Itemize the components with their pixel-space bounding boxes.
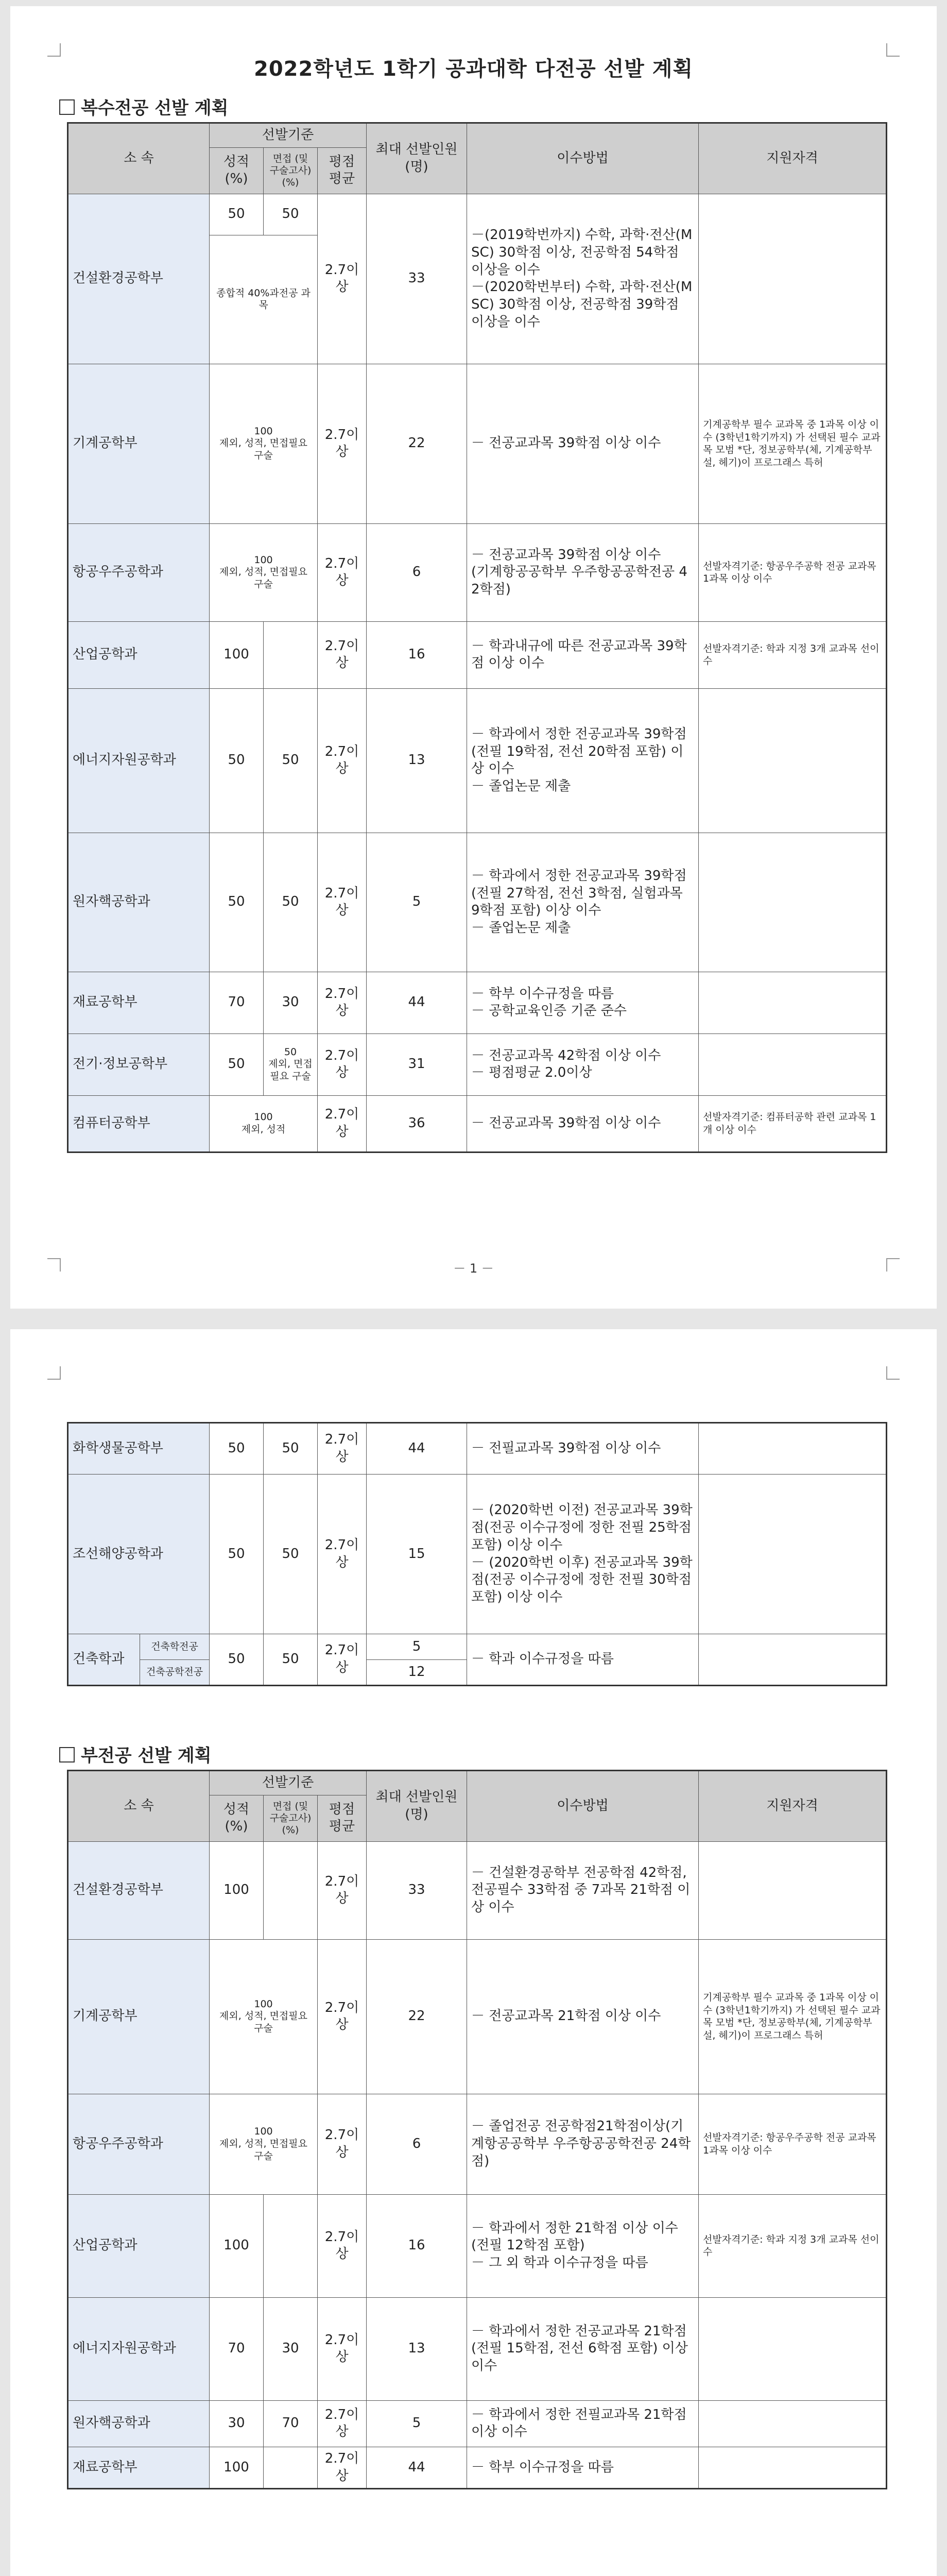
table-cell-max: 5: [367, 833, 467, 972]
table-cell-max: 5: [367, 2400, 467, 2447]
table-cell-interview: 50: [264, 1634, 318, 1686]
table-cell-dept: 기계공학부: [68, 364, 210, 523]
table-cell-max: 6: [367, 2094, 467, 2194]
table-cell-method: － 학과에서 정한 전공교과목 39학점(전필 19학점, 전선 20학점 포함) 이상 이수 － 졸업논문 제출: [467, 688, 699, 833]
table-cell-grade: 50: [210, 1033, 264, 1095]
table-cell-gpa: 2.7이상: [318, 2400, 367, 2447]
page-corner-mark: [47, 1366, 61, 1380]
table-cell-interview: 50: [264, 1423, 318, 1475]
table-cell-max: 33: [367, 194, 467, 364]
table-cell-method: － 전공교과목 39학점 이상 이수: [467, 364, 699, 523]
section-heading-minor: 부전공 선발 계획: [59, 1741, 212, 1767]
document-page-1: [10, 6, 937, 1309]
table-cell-method: － 전공교과목 21학점 이상 이수: [467, 1939, 699, 2094]
table-cell-method: － 학과에서 정한 전필교과목 21학점 이상 이수: [467, 2400, 699, 2447]
header-max: 최대 선발인원(명): [367, 1771, 467, 1842]
header-interview: 면접 (및 구술고사)(%): [264, 147, 318, 194]
table-cell-gpa: 2.7이상: [318, 2297, 367, 2400]
header-interview: 면접 (및 구술고사)(%): [264, 1795, 318, 1841]
table-cell-method: － (2020학번 이전) 전공교과목 39학점(전공 이수규정에 정한 전필 25학점 포함) 이상 이수 － (2020학번 이후) 전공교과목 39학점(전공 이수규정에 정한 전필 30학점 포함) 이상 이수: [467, 1475, 699, 1634]
page-corner-mark: [886, 1366, 900, 1380]
table-cell-grade: 70: [210, 2297, 264, 2400]
table-cell-dept: 화학생물공학부: [68, 1423, 210, 1475]
section-heading-double-major: 복수전공 선발 계획: [59, 94, 228, 119]
table-cell-dept: 원자핵공학과: [68, 833, 210, 972]
table-cell-gpa: 2.7이상: [318, 1095, 367, 1152]
table-cell-method: － 학과내규에 따른 전공교과목 39학점 이상 이수: [467, 621, 699, 688]
header-method: 이수방법: [467, 123, 699, 194]
table-cell-grade: 100: [210, 621, 264, 688]
table-cell-grade: 50: [210, 1475, 264, 1634]
table-cell-dept: 건설환경공학부: [68, 1841, 210, 1939]
header-grade: 성적(%): [210, 147, 264, 194]
table-cell-method: － 학과에서 정한 21학점 이상 이수(전필 12학점 포함) － 그 외 학과 이수규정을 따름: [467, 2194, 699, 2297]
table-cell-gpa: 2.7이상: [318, 194, 367, 364]
table-cell-dept: 산업공학과: [68, 621, 210, 688]
header-dept: 소 속: [68, 1771, 210, 1842]
header-dept: 소 속: [68, 123, 210, 194]
table-cell-qual: [699, 833, 887, 972]
table-cell-gpa: 2.7이상: [318, 688, 367, 833]
table-cell-gpa: 2.7이상: [318, 523, 367, 621]
header-grade: 성적(%): [210, 1795, 264, 1841]
table-cell-qual: [699, 972, 887, 1033]
table-cell-grade: 100 제외, 성적, 면접필요 구술: [210, 523, 318, 621]
header-gpa: 평점 평균: [318, 147, 367, 194]
table-cell-dept: 건설환경공학부: [68, 194, 210, 364]
table-cell-grade: 100 제외, 성적: [210, 1095, 318, 1152]
table-cell-grade: 100 제외, 성적, 면접필요 구술: [210, 364, 318, 523]
table-cell-qual: [699, 1423, 887, 1475]
header-qual: 지원자격: [699, 123, 887, 194]
checkbox-square-icon: [59, 99, 75, 115]
table-cell-gpa: 2.7이상: [318, 1475, 367, 1634]
table-cell-max: 44: [367, 2447, 467, 2489]
header-criteria: 선발기준: [210, 123, 367, 148]
table-cell-qual: 기계공학부 필수 교과목 중 1과목 이상 이수 (3학년1학기까지) 가 선택된 필수 교과목 모범 *단, 정보공학부(체, 기계공학부 설, 헤기)이 프로그래스 특허: [699, 364, 887, 523]
table-cell-max: 16: [367, 621, 467, 688]
table-cell-subdept: 건축공학전공: [140, 1660, 210, 1686]
table-cell-max: 31: [367, 1033, 467, 1095]
table-cell-max: 16: [367, 2194, 467, 2297]
minor-table: [67, 1770, 887, 2489]
checkbox-square-icon: [59, 1747, 75, 1762]
table-cell-grade: 50: [210, 1423, 264, 1475]
page-number: － 1 －: [453, 1261, 494, 1276]
table-cell-method: － 전공교과목 39학점 이상 이수 (기계항공공학부 우주항공공학전공 42학점): [467, 523, 699, 621]
double-major-table: [67, 122, 887, 1153]
table-cell-dept: 조선해양공학과: [68, 1475, 210, 1634]
table-cell-dept: 재료공학부: [68, 972, 210, 1033]
header-method: 이수방법: [467, 1771, 699, 1842]
table-cell-qual: [699, 2447, 887, 2489]
table-cell-method: － 졸업전공 전공학점21학점이상(기계항공공학부 우주항공공학전공 24학점): [467, 2094, 699, 2194]
table-cell-interview: [264, 621, 318, 688]
table-cell-interview: 50: [264, 1475, 318, 1634]
table-cell-dept: 컴퓨터공학부: [68, 1095, 210, 1152]
table-cell-max: 13: [367, 688, 467, 833]
header-max: 최대 선발인원(명): [367, 123, 467, 194]
header-gpa: 평점 평균: [318, 1795, 367, 1841]
table-cell-dept: 항공우주공학과: [68, 523, 210, 621]
table-cell-max: 36: [367, 1095, 467, 1152]
table-cell-qual: 기계공학부 필수 교과목 중 1과목 이상 이수 (3학년1학기까지) 가 선택된 필수 교과목 모범 *단, 정보공학부(체, 기계공학부 설, 헤기)이 프로그래스 특허: [699, 1939, 887, 2094]
table-cell-qual: [699, 2400, 887, 2447]
table-cell-interview: 50: [264, 833, 318, 972]
table-cell-interview: 50: [264, 194, 318, 235]
table-cell-gpa: 2.7이상: [318, 972, 367, 1033]
document-page-2: [10, 1329, 937, 2576]
table-cell-gpa: 2.7이상: [318, 1423, 367, 1475]
table-cell-dept: 산업공학과: [68, 2194, 210, 2297]
table-cell-interview: [264, 1841, 318, 1939]
table-cell-method: － 학부 이수규정을 따름 － 공학교육인증 기준 준수: [467, 972, 699, 1033]
table-cell-max: 44: [367, 1423, 467, 1475]
double-major-table-continued: [67, 1422, 887, 1686]
table-cell-qual: [699, 1634, 887, 1686]
table-cell-interview: [264, 2194, 318, 2297]
table-cell-gpa: 2.7이상: [318, 1939, 367, 2094]
table-cell-method: － 학과에서 정한 전공교과목 21학점(전필 15학점, 전선 6학점 포함) 이상 이수: [467, 2297, 699, 2400]
table-cell-grade: 50: [210, 1634, 264, 1686]
table-cell-grade: 100 제외, 성적, 면접필요 구술: [210, 1939, 318, 2094]
table-cell-method: － 학과에서 정한 전공교과목 39학점(전필 27학점, 전선 3학점, 실험과목 9학점 포함) 이상 이수 － 졸업논문 제출: [467, 833, 699, 972]
table-cell-dept: 항공우주공학과: [68, 2094, 210, 2194]
table-cell-subdept: 건축학전공: [140, 1634, 210, 1660]
table-cell-method: － 전공교과목 42학점 이상 이수 － 평점평균 2.0이상: [467, 1033, 699, 1095]
table-cell-grade: 100 제외, 성적, 면접필요 구술: [210, 2094, 318, 2194]
table-cell-dept: 건축학과: [68, 1634, 140, 1686]
table-cell-interview: 70: [264, 2400, 318, 2447]
table-cell-max: 12: [367, 1660, 467, 1686]
table-cell-interview: 50: [264, 688, 318, 833]
table-cell-qual: [699, 194, 887, 364]
table-cell-interview: [264, 2447, 318, 2489]
header-criteria: 선발기준: [210, 1771, 367, 1795]
table-cell-grade: 30: [210, 2400, 264, 2447]
table-cell-max: 5: [367, 1634, 467, 1660]
table-cell-grade: 100: [210, 1841, 264, 1939]
table-cell-max: 6: [367, 523, 467, 621]
table-cell-gpa: 2.7이상: [318, 2447, 367, 2489]
header-qual: 지원자격: [699, 1771, 887, 1842]
table-cell-qual: 선발자격기준: 항공우주공학 전공 교과목 1과목 이상 이수: [699, 2094, 887, 2194]
table-cell-dept: 원자핵공학과: [68, 2400, 210, 2447]
table-cell-max: 33: [367, 1841, 467, 1939]
table-cell-max: 13: [367, 2297, 467, 2400]
table-cell-qual: [699, 1841, 887, 1939]
table-cell-grade-note: 종합적 40%과전공 과목: [210, 235, 318, 364]
table-cell-dept: 기계공학부: [68, 1939, 210, 2094]
table-cell-max: 22: [367, 364, 467, 523]
table-cell-qual: 선발자격기준: 학과 지정 3개 교과목 선이수: [699, 2194, 887, 2297]
table-cell-interview: 50 제외, 면접필요 구술: [264, 1033, 318, 1095]
table-cell-gpa: 2.7이상: [318, 1634, 367, 1686]
table-cell-method: － 학과 이수규정을 따름: [467, 1634, 699, 1686]
table-cell-dept: 전기·정보공학부: [68, 1033, 210, 1095]
table-cell-grade: 100: [210, 2194, 264, 2297]
table-cell-max: 22: [367, 1939, 467, 2094]
table-cell-grade: 70: [210, 972, 264, 1033]
table-cell-qual: 선발자격기준: 컴퓨터공학 관련 교과목 1개 이상 이수: [699, 1095, 887, 1152]
table-cell-qual: 선발자격기준: 학과 지정 3개 교과목 선이수: [699, 621, 887, 688]
table-cell-qual: [699, 1033, 887, 1095]
table-cell-method: － 학부 이수규정을 따름: [467, 2447, 699, 2489]
table-cell-qual: [699, 688, 887, 833]
table-cell-method: －(2019학번까지) 수학, 과학·전산(MSC) 30학점 이상, 전공학점 54학점 이상을 이수 －(2020학번부터) 수학, 과학·전산(MSC) 30학점 이상, 전공학점 39학점 이상을 이수: [467, 194, 699, 364]
table-cell-dept: 에너지자원공학과: [68, 688, 210, 833]
table-cell-grade: 100: [210, 2447, 264, 2489]
table-cell-grade: 50: [210, 688, 264, 833]
table-cell-method: － 전필교과목 39학점 이상 이수: [467, 1423, 699, 1475]
table-cell-qual: [699, 2297, 887, 2400]
table-cell-grade: 50: [210, 194, 264, 235]
table-cell-qual: [699, 1475, 887, 1634]
table-cell-method: － 건설환경공학부 전공학점 42학점, 전공필수 33학점 중 7과목 21학점 이상 이수: [467, 1841, 699, 1939]
table-cell-gpa: 2.7이상: [318, 1033, 367, 1095]
table-cell-gpa: 2.7이상: [318, 2094, 367, 2194]
document-title: 2022학년도 1학기 공과대학 다전공 선발 계획: [253, 57, 694, 81]
table-cell-gpa: 2.7이상: [318, 364, 367, 523]
table-cell-max: 15: [367, 1475, 467, 1634]
table-cell-gpa: 2.7이상: [318, 1841, 367, 1939]
table-cell-dept: 재료공학부: [68, 2447, 210, 2489]
table-cell-interview: 30: [264, 2297, 318, 2400]
table-cell-method: － 전공교과목 39학점 이상 이수: [467, 1095, 699, 1152]
table-cell-interview: 30: [264, 972, 318, 1033]
table-cell-dept: 에너지자원공학과: [68, 2297, 210, 2400]
table-cell-gpa: 2.7이상: [318, 833, 367, 972]
table-cell-gpa: 2.7이상: [318, 2194, 367, 2297]
table-cell-max: 44: [367, 972, 467, 1033]
table-cell-grade: 50: [210, 833, 264, 972]
table-cell-qual: 선발자격기준: 항공우주공학 전공 교과목 1과목 이상 이수: [699, 523, 887, 621]
table-cell-gpa: 2.7이상: [318, 621, 367, 688]
